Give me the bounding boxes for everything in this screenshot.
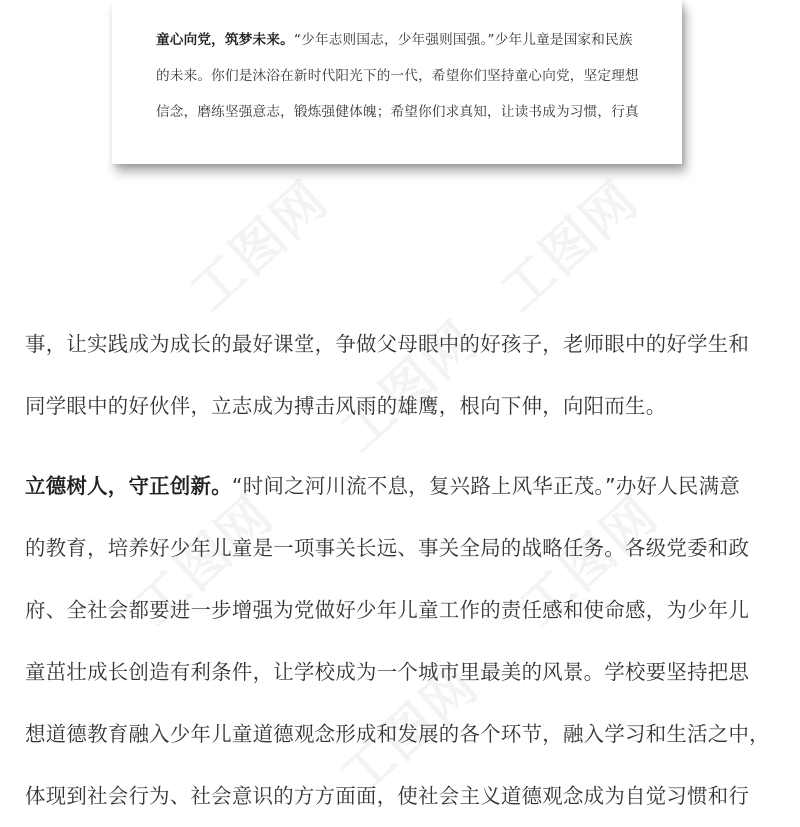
paragraph-1-line: 事，让实践成为成长的最好课堂，争做父母眼中的好孩子，老师眼中的好学生和: [25, 332, 750, 356]
watermark: [171, 160, 342, 324]
paragraph-2-line: 体现到社会行为、社会意识的方方面面，使社会主义道德观念成为自觉习惯和行: [25, 784, 750, 808]
paragraph-2: [25, 455, 785, 827]
card-line-2: 的未来。你们是沐浴在新时代阳光下的一代，希望你们坚持童心向党，坚定理想: [156, 68, 639, 84]
paragraph-2-lead-heading: 立德树人，守正创新。: [25, 474, 232, 498]
watermark: [481, 160, 652, 324]
paragraph-2-line: 的教育，培养好少年儿童是一项事关长远、事关全局的战略任务。各级党委和政: [25, 536, 750, 560]
card-lead-heading: 童心向党，筑梦未来。: [156, 32, 294, 48]
paragraph-2-line: 想道德教育融入少年儿童道德观念形成和发展的各个环节，融入学习和生活之中，: [25, 722, 770, 746]
paragraph-2-line: [25, 455, 785, 517]
card-line-1-text: “少年志则国志，少年强则国强。”少年儿童是国家和民族: [293, 32, 633, 48]
paragraph-2-line: 童茁壮成长创造有利条件，让学校成为一个城市里最美的风景。学校要坚持把思: [25, 660, 750, 684]
paragraph-2-line-1-text: “时间之河川流不息，复兴路上风华正茂。”办好人民满意: [231, 474, 741, 498]
card-line-1: [156, 22, 646, 58]
quote-card: [112, 0, 682, 164]
paragraph-1: [25, 313, 785, 437]
card-line-3: 信念，磨练坚强意志，锻炼强健体魄；希望你们求真知，让读书成为习惯，行真: [156, 104, 639, 120]
paragraph-2-line: 府、全社会都要进一步增强为党做好少年儿童工作的责任感和使命感，为少年儿: [25, 598, 750, 622]
paragraph-1-line: 同学眼中的好伙伴，立志成为搏击风雨的雄鹰，根向下伸，向阳而生。: [25, 394, 667, 418]
